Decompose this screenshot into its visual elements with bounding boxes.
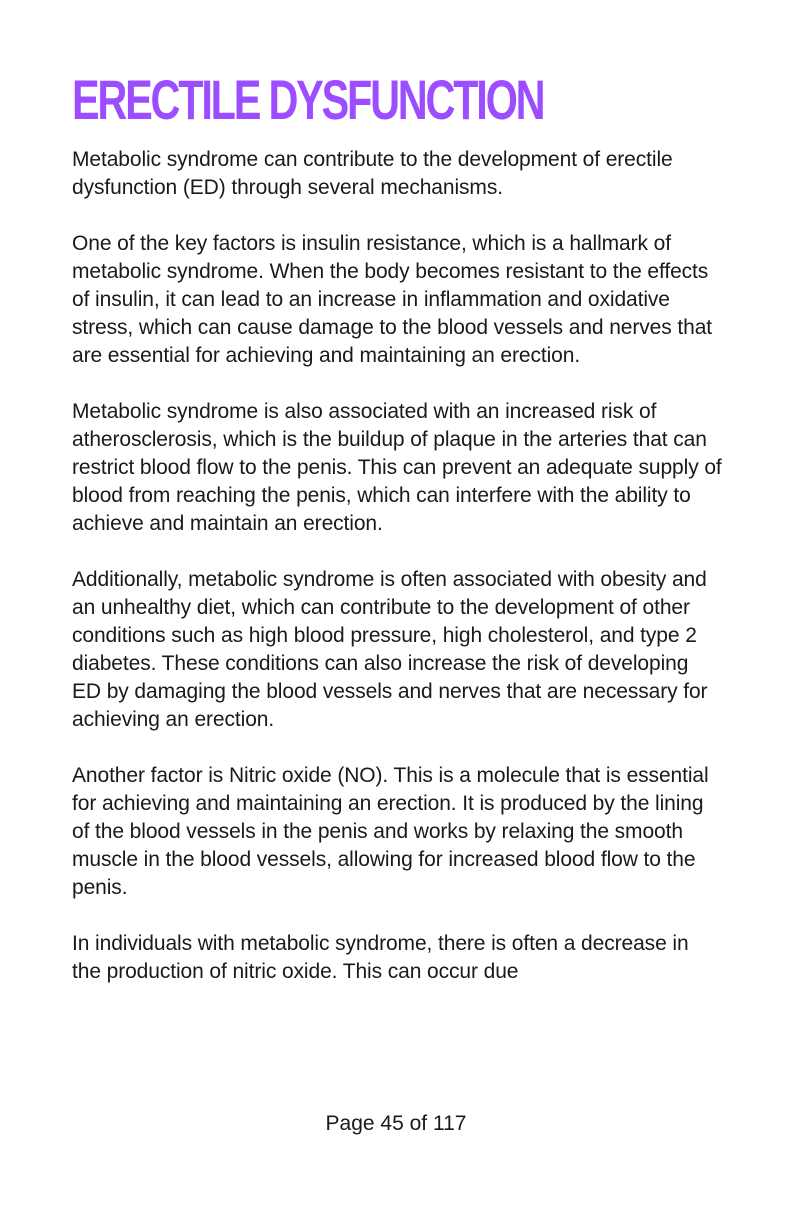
- page-title: ERECTILE DYSFUNCTION: [72, 68, 544, 131]
- paragraph: In individuals with metabolic syndrome, there is often a decrease in the production of nitric oxide. This can occur due: [72, 932, 689, 983]
- page-number: Page 45 of 117: [325, 1112, 467, 1135]
- paragraph: Additionally, metabolic syndrome is often associated with obesity and an unhealthy diet, which can contribute to the development of other conditions such as high blood pressure, high cholesterol, and type 2 diabetes. These conditions can also increase the risk of developing ED by damaging the blood vessels and nerves that are necessary for achieving an erection.: [72, 568, 708, 731]
- paragraph: Another factor is Nitric oxide (NO). This is a molecule that is essential for achieving and maintaining an erection. It is produced by the lining of the blood vessels in the penis and works by relaxing the smooth muscle in the blood vessels, allowing for increased blood flow to the penis.: [72, 764, 709, 899]
- paragraph: Metabolic syndrome can contribute to the development of erectile dysfunction (ED) through several mechanisms.: [72, 148, 673, 199]
- paragraph: Metabolic syndrome is also associated with an increased risk of atherosclerosis, which is the buildup of plaque in the arteries that can restrict blood flow to the penis. This can prevent an adequate supply of blood from reaching the penis, which can interfere with the ability to achieve and maintain an erection.: [72, 400, 722, 535]
- document-page: [72, 70, 722, 1014]
- paragraph: One of the key factors is insulin resistance, which is a hallmark of metabolic syndrome. When the body becomes resistant to the effects of insulin, it can lead to an increase in inflammation and oxidative stress, which can cause damage to the blood vessels and nerves that are essential for achieving and maintaining an erection.: [72, 232, 713, 367]
